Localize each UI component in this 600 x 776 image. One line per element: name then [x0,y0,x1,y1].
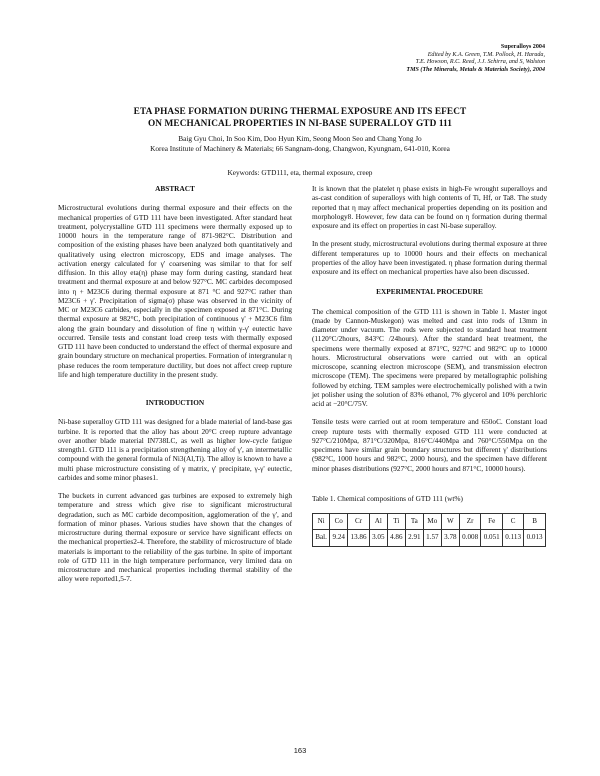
header-cell: Ni [313,514,330,530]
header-cell: Zr [459,514,481,530]
paragraph: The chemical composition of the GTD 111 is shown in Table 1. Master ingot (made by Cannon-Muskegon) was melted and cast into rods of 13mm in diameter under vacuum. The rods were subjected to standard heat treatment (1120°C/2hours, 843°C /24hours). After the standard heat treatment, the specimens were thermally exposed at 871°C, 927°C and 982°C up to 10000 hours. Microstructural observations were carried out with an optical microscope, scanning electron microscope (SEM), and transmission electron microscope (TEM). The specimens were prepared by metallographic polishing followed by etching. TEM samples were electrochemically polished with a twin jet polisher using the solution of 83% ethanol, 7% glycerol and 10% perchloric acid at −20°C/75V. [312,306,547,408]
paragraph: The buckets in current advanced gas turbines are exposed to extremely high temperature and stress which give rise to significant microstructural degradation, such as MC carbide decomposition, agglomeration of the γ', and formation of minor phases. Various studies have shown that the changes of microstructure during thermal exposure or service have significant effects on the mechanical properties2-4. Therefore, the stability of microstructure of blade materials is important to the reliability of the gas turbine. In spite of important role of GTD 111 in the high temperature performance, very limited data on microstructure and mechanical properties including thermal stability of the alloy were reported1,5-7. [58,491,292,584]
paragraph: It is known that the platelet η phase exists in high-Fe wrought superalloys and as-cast condition of superalloys with high contents of Ti, Hf, or Ta8. The study reported that η may affect mechanical properties depending on its position and morphology8. However, few data can be found on η formation during thermal exposure and its effect on properties in cast Ni-base superalloy. [312,184,547,230]
header-cell: C [503,514,524,530]
composition-table [312,513,546,547]
header-cell: B [524,514,546,530]
right-column [312,184,547,547]
value-cell: Bal. [313,530,330,546]
proceedings-header [406,44,545,74]
abstract-heading: ABSTRACT [155,184,195,193]
experimental-heading: EXPERIMENTAL PROCEDURE [376,287,483,297]
introduction-heading: INTRODUCTION [145,398,205,407]
editors-line: T.E. Howson, R.C. Reed, J.J. Schirra, and S, Walston [415,59,545,66]
value-cell: 3.05 [369,530,387,546]
value-cell: 0.013 [524,530,546,546]
authors: Baig Gyu Choi, In Soo Kim, Doo Hyun Kim, Seong Moon Seo and Chang Yong Jo [178,134,422,143]
paragraph: In the present study, microstructural evolutions during thermal exposure at three different temperatures up to 10000 hours and their effects on mechanical properties of the alloy have been investigated. η phase formation during thermal exposure and its effect on mechanical properties have also been discussed. [312,239,547,276]
paragraph: Tensile tests were carried out at room temperature and 650oC. Constant load creep rupture tests with thermally exposed GTD 111 were conducted at 927°C/210Mpa, 871°C/320Mpa, 816°C/440Mpa and 760°C/550Mpa on the specimens have similar grain boundary structures but different γ' distributions (982°C, 1000 hours and 982°C, 2000 hours), and the specimen have different minor phases distributions (927°C, 2000 hours and 871°C, 10000 hours). [312,417,547,473]
header-cell: W [441,514,459,530]
value-cell: 0.008 [459,530,481,546]
header-cell: Ti [387,514,405,530]
table-caption: Table 1. Chemical compositions of GTD 111 (wt%) [312,493,463,503]
keywords: Keywords: GTD111, eta, thermal exposure, creep [227,168,373,177]
value-cell: 3.78 [441,530,459,546]
value-cell: 4.86 [387,530,405,546]
table-row [313,530,546,546]
table-header-row [313,514,546,530]
journal-name: Superalloys 2004 [500,44,545,50]
paper-title [60,107,540,130]
header-cell: Al [369,514,387,530]
header-cell: Fe [481,514,503,530]
value-cell: 9.24 [330,530,348,546]
left-column [58,184,292,593]
value-cell: 13.86 [348,530,370,546]
header-cell: Co [330,514,348,530]
header-cell: Cr [348,514,370,530]
value-cell: 0.051 [481,530,503,546]
value-cell: 2.91 [405,530,423,546]
publisher: TMS (The Minerals, Metals & Materials Society), 2004 [406,66,545,73]
editors-line: Edited by K.A. Green, T.M. Pollock, H. Harada, [427,51,545,58]
author-block [60,134,540,154]
title-line: ON MECHANICAL PROPERTIES IN NI-BASE SUPERALLOY GTD 111 [147,118,453,129]
abstract-text: Microstructural evolutions during thermal exposure and their effects on the mechanical properties of GTD 111 have been investigated. After standard heat treatment, polycrystalline GTD 111 specimens were thermally exposed up to 10000 hours in the temperature range of 871-982°C. Distribution and composition of the existing phases have been analyzed both quantitatively and qualitatively using electron microscopy, EDS and image analyses. The activation energy calculated for γ' coarsening was similar to that for self diffusion. In this alloy eta(η) phase may form during casting, standard heat treatment and thermal exposure at and below 927°C. MC carbides decomposed into η + M23C6 during thermal exposure at 871 °C and 927°C rather than M23C6 + γ'. Precipitation of sigma(σ) phase was observed in the vicinity of MC or M23C6 carbides, especially in the specimen exposed at 871°C. During thermal exposure at 982°C, both precipitation of continuous γ' + M23C6 film along the grain boundary and dissolution of fine η within γ-γ' eutectic have occurred. Tensile tests and constant load creep tests with thermally exposed GTD 111 have been conducted to understand the effect of thermal exposure and grain boundary structure on mechanical properties. Formation of intergranular η phase reduces the room temperature ductility, but does not affect creep rupture life and high temperature ductility in the present study. [58,203,292,379]
header-cell: Mo [423,514,441,530]
affiliation: Korea Institute of Machinery & Materials; 66 Sangnam-dong, Changwon, Kyungnam, 641-010, Korea [150,143,450,153]
value-cell: 1.57 [423,530,441,546]
header-cell: Ta [405,514,423,530]
paragraph: Ni-base superalloy GTD 111 was designed for a blade material of land-base gas turbine. It is reported that the alloy has about 20°C creep rupture advantage over another blade material IN738LC, as well as higher low-cycle fatigue strength1. GTD 111 is a precipitation strengthening alloy of γ', an intermetallic compound with the general formula of Ni3(Al,Ti). The alloy is known to have a multi phase microstructure consisting of γ matrix, γ' precipitate, γ-γ' eutectic, carbides and some minor phases1. [58,417,292,482]
page-number: 163 [293,746,307,755]
value-cell: 0.113 [503,530,524,546]
title-line: ETA PHASE FORMATION DURING THERMAL EXPOSURE AND ITS EFECT [133,107,467,117]
